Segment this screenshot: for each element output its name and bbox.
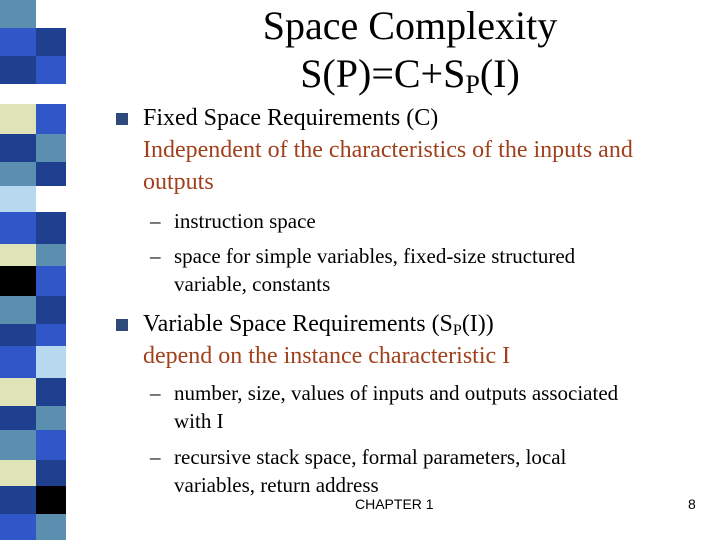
strip-block <box>36 162 66 186</box>
strip-block <box>36 56 66 84</box>
strip-block <box>0 324 36 346</box>
strip-block <box>0 104 36 134</box>
strip-block <box>36 28 66 56</box>
bullet-heading: Fixed Space Requirements (C) <box>143 105 439 131</box>
strip-block <box>0 186 36 212</box>
strip-block <box>0 212 36 244</box>
strip-block <box>36 514 66 540</box>
subitem-line: space for simple variables, fixed-size structured <box>174 244 576 268</box>
strip-block <box>0 0 36 28</box>
strip-block <box>0 346 36 378</box>
strip-block <box>0 84 36 104</box>
strip-block <box>36 486 66 514</box>
bullet-detail-line: outputs <box>143 169 214 195</box>
dash-glyph: – <box>150 244 161 268</box>
strip-block <box>0 514 36 540</box>
strip-block <box>0 486 36 514</box>
subitem-line: with I <box>174 409 224 433</box>
title-line-1: Space Complexity <box>262 3 558 48</box>
bullet-detail-line: depend on the instance characteristic I <box>143 343 511 369</box>
strip-block <box>0 162 36 186</box>
strip-block <box>0 134 36 162</box>
bullet-square-icon <box>116 319 128 331</box>
bullet-heading <box>143 308 718 340</box>
strip-block <box>36 378 66 406</box>
strip-block <box>0 460 36 486</box>
strip-block <box>36 186 66 212</box>
subitem-line: variable, constants <box>174 272 331 296</box>
subitem <box>150 441 710 501</box>
strip-block <box>36 84 66 104</box>
strip-block <box>0 378 36 406</box>
strip-block <box>0 56 36 84</box>
strip-block <box>36 430 66 460</box>
subitem-line: number, size, values of inputs and outputs associated <box>174 381 619 405</box>
strip-block <box>36 266 66 296</box>
heading-post: (I)) <box>461 311 494 337</box>
decorative-side-strip <box>0 0 66 540</box>
footer-chapter: CHAPTER 1 <box>355 496 434 512</box>
subitem-line: variables, return address <box>174 473 379 497</box>
heading-sub: P <box>452 322 462 339</box>
bullet-detail-line: Independent of the characteristics of the inputs and <box>143 137 633 163</box>
bullet-variable-space <box>143 308 718 372</box>
slide-title <box>100 2 720 98</box>
strip-block <box>36 460 66 486</box>
strip-block <box>0 430 36 460</box>
strip-block <box>0 406 36 430</box>
strip-block <box>0 244 36 266</box>
subitem <box>150 240 710 300</box>
title-formula-sub: P <box>465 70 480 99</box>
strip-block <box>36 406 66 430</box>
dash-glyph: – <box>150 209 161 233</box>
subitem <box>150 377 710 437</box>
title-formula-pre: S(P)=C+S <box>300 51 466 96</box>
strip-block <box>36 104 66 134</box>
bullet-square-icon <box>116 113 128 125</box>
strip-block <box>0 296 36 324</box>
title-line-2 <box>100 50 720 98</box>
dash-glyph: – <box>150 445 161 469</box>
strip-block <box>36 346 66 378</box>
subitem-line: recursive stack space, formal parameters, local <box>174 445 567 469</box>
strip-block <box>36 0 66 28</box>
strip-block <box>36 296 66 324</box>
bullet-fixed-space <box>143 102 718 198</box>
subitem <box>150 205 710 237</box>
strip-block <box>36 324 66 346</box>
title-formula-post: (I) <box>479 51 520 96</box>
strip-block <box>36 212 66 244</box>
heading-pre: Variable Space Requirements (S <box>143 311 453 337</box>
strip-block <box>0 28 36 56</box>
strip-block <box>0 266 36 296</box>
strip-block <box>36 244 66 266</box>
footer-page-number: 8 <box>688 496 696 512</box>
subitem-line: instruction space <box>174 209 316 233</box>
dash-glyph: – <box>150 381 161 405</box>
strip-block <box>36 134 66 162</box>
